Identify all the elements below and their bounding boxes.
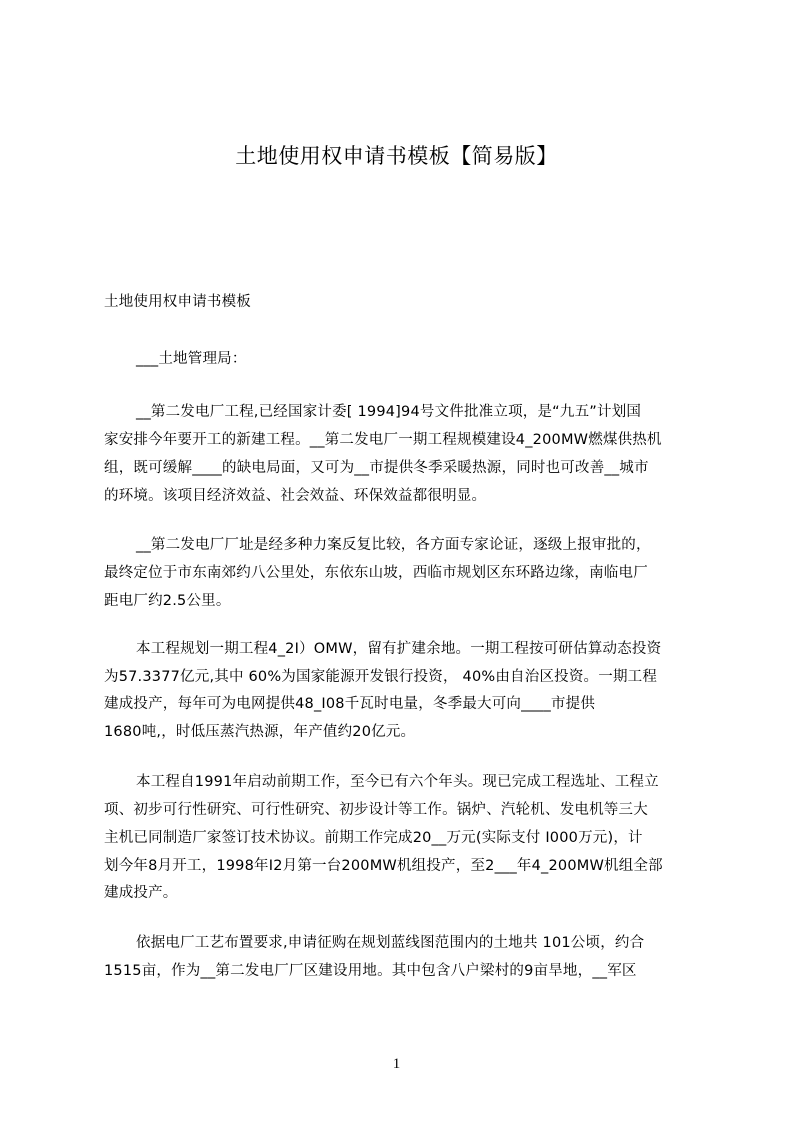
paragraph-3-line-2: 为57.3377亿元,其中 60%为国家能源开发银行投资， 40%由自治区投资。一期工程 (104, 669, 658, 685)
paragraph-4-line-3: 主机已同制造厂家签订技术协议。前期工作完成20__万元(实际支付 I000万元)，计 (104, 830, 643, 846)
paragraph-1-line-2: 家安排今年要开工的新建工程。__第二发电厂一期工程规模建设4_200MW燃煤供热机 (104, 432, 662, 448)
paragraph-1-line-4: 的环境。该项目经济效益、社会效益、环保效益都很明显。 (104, 488, 487, 504)
paragraph-5-line-2: 1515亩，作为__第二发电厂厂区建设用地。其中包含八户梁村的9亩旱地，__军区 (104, 963, 637, 979)
paragraph-1-line-3: 组，既可缓解____的缺电局面，又可为__市提供冬季采暖热源，同时也可改善__城市 (104, 460, 649, 476)
paragraph-4-line-1: 本工程自1991年启动前期工作，至今已有六个年头。现已完成工程选址、工程立 (136, 774, 659, 790)
paragraph-3-line-4: 1680吨,，时低压蒸汽热源，年产值约20亿元。 (104, 724, 416, 740)
addressee-line: ___土地管理局： (136, 351, 247, 367)
paragraph-2-line-1: __第二发电厂厂址是经多种力案反复比较，各方面专家论证，逐级上报审批的， (136, 537, 651, 553)
paragraph-4-line-4: 划今年8月开工，1998年I2月第一台200MW机组投产，至2___年4_200MW机组全部 (104, 858, 663, 874)
page-number: 1 (392, 1056, 401, 1072)
paragraph-3-line-3: 建成投产，每年可为电网提供48_I08千瓦时电量，冬季最大可向____市提供 (104, 696, 596, 712)
paragraph-3-line-1: 本工程规划一期工程4_2I）OMW，留有扩建余地。一期工程按可研估算动态投资 (136, 641, 662, 657)
paragraph-4-line-2: 项、初步可行性研究、可行性研究、初步设计等工作。锅炉、汽轮机、发电机等三大 (104, 802, 648, 818)
paragraph-2-line-2: 最终定位于市东南郊约八公里处，东依东山坡，西临市规划区东环路边缘，南临电厂 (104, 565, 648, 581)
paragraph-4-line-5: 建成投产。 (104, 885, 178, 901)
document-subtitle: 土地使用权申请书模板 (104, 294, 251, 310)
paragraph-2-line-3: 距电厂约2.5公里。 (104, 593, 231, 609)
document-title: 土地使用权申请书模板【简易版】 (235, 144, 558, 168)
paragraph-5-line-1: 依据电厂工艺布置要求,申请征购在规划蓝线图范围内的土地共 101公顷，约合 (136, 935, 645, 951)
paragraph-1-line-1: __第二发电厂工程,已经国家计委[ 1994]94号文件批准立项，是“九五”计划国 (136, 404, 642, 420)
